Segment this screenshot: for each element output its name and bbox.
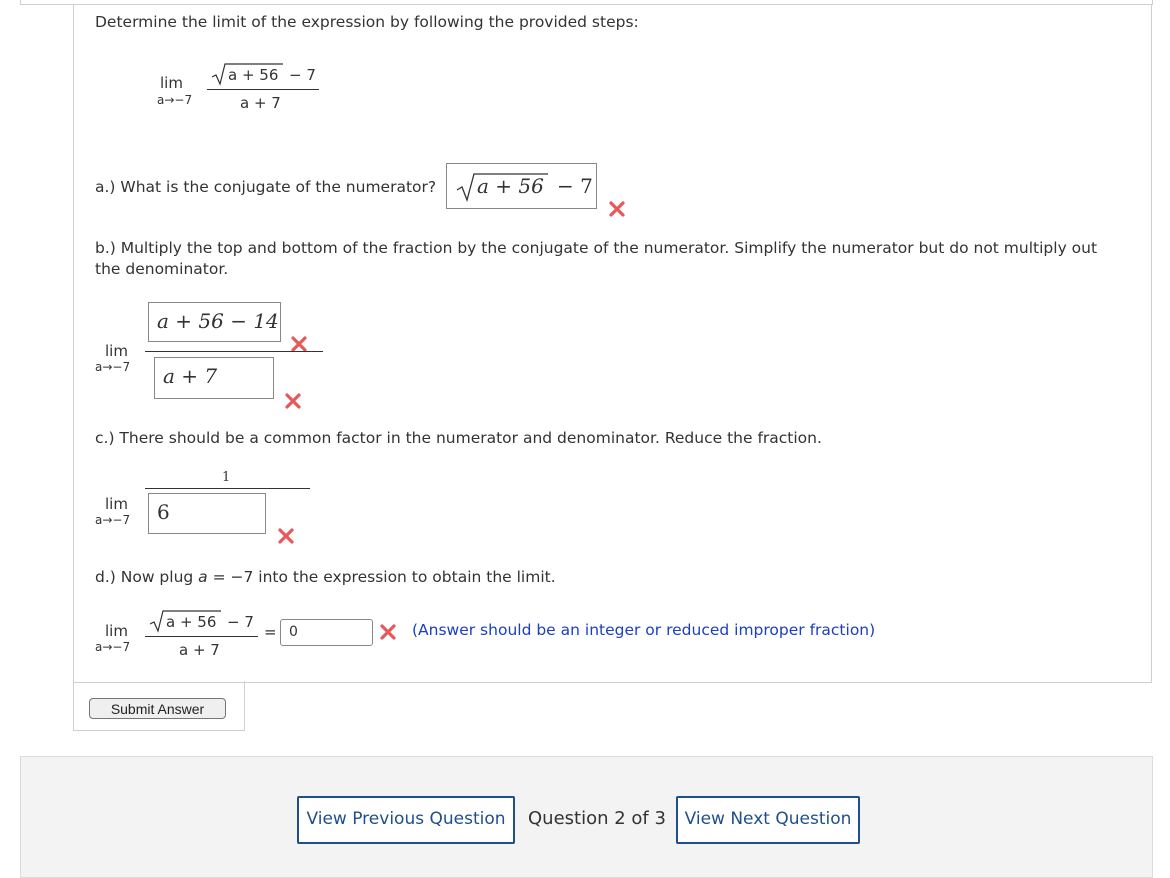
part-d-text-post: = −7 into the expression to obtain the limit. bbox=[207, 568, 556, 586]
intro-text: Determine the limit of the expression by following the provided steps: bbox=[95, 13, 639, 31]
lim-label: lim bbox=[160, 74, 183, 92]
part-c-text: c.) There should be a common factor in the numerator and denominator. Reduce the fraction. bbox=[95, 429, 822, 447]
incorrect-x-icon bbox=[380, 624, 396, 640]
fraction-bar bbox=[207, 89, 319, 90]
lim-subscript: a→−7 bbox=[95, 513, 131, 527]
minus-seven: − 7 bbox=[227, 613, 254, 631]
part-a-answer-box[interactable] bbox=[446, 163, 597, 209]
part-c-numerator: 1 bbox=[222, 470, 231, 485]
part-d-text-pre: d.) Now plug bbox=[95, 568, 199, 586]
part-b-denominator-answer[interactable]: a + 7 bbox=[154, 357, 274, 399]
lim-subscript: a→−7 bbox=[95, 360, 131, 374]
question-position: Question 2 of 3 bbox=[528, 808, 666, 829]
denominator: a + 7 bbox=[179, 641, 220, 659]
fraction-bar bbox=[145, 636, 258, 637]
equals-sign: = bbox=[264, 623, 277, 641]
radicand: a + 56 bbox=[166, 613, 217, 631]
answer-format-hint: (Answer should be an integer or reduced improper fraction) bbox=[412, 621, 876, 639]
incorrect-x-icon bbox=[609, 201, 625, 217]
submit-answer-button[interactable]: Submit Answer bbox=[89, 698, 226, 719]
fraction-bar bbox=[145, 351, 323, 352]
part-a-question: a.) What is the conjugate of the numerator? bbox=[95, 178, 437, 196]
fraction-bar bbox=[145, 488, 310, 489]
incorrect-x-icon bbox=[278, 528, 294, 544]
lim-label: lim bbox=[105, 622, 128, 640]
lim-label: lim bbox=[105, 495, 128, 513]
limit-answer-input[interactable]: 0 bbox=[280, 619, 373, 646]
part-a-radicand: a + 56 bbox=[477, 174, 544, 198]
part-d-text bbox=[95, 568, 556, 586]
incorrect-x-icon bbox=[291, 336, 307, 352]
incorrect-x-icon bbox=[285, 393, 301, 409]
radicand: a + 56 bbox=[228, 66, 279, 84]
view-previous-question-button[interactable]: View Previous Question bbox=[297, 796, 515, 844]
lim-subscript: a→−7 bbox=[157, 93, 193, 107]
part-b-numerator-answer[interactable]: a + 56 − 14 bbox=[148, 302, 281, 342]
lim-subscript: a→−7 bbox=[95, 640, 131, 654]
denominator: a + 7 bbox=[240, 94, 281, 112]
lim-label: lim bbox=[105, 342, 128, 360]
minus-seven: − 7 bbox=[289, 66, 316, 84]
part-c-denominator-answer[interactable]: 6 bbox=[148, 493, 266, 534]
view-next-question-button[interactable]: View Next Question bbox=[676, 796, 860, 844]
part-b-text: b.) Multiply the top and bottom of the fraction by the conjugate of the numerator. Simplify the numerator but do not multiply out the denominator. bbox=[95, 239, 1098, 278]
part-d-variable: a bbox=[198, 568, 208, 586]
part-a-tail: − 7 bbox=[557, 174, 593, 198]
